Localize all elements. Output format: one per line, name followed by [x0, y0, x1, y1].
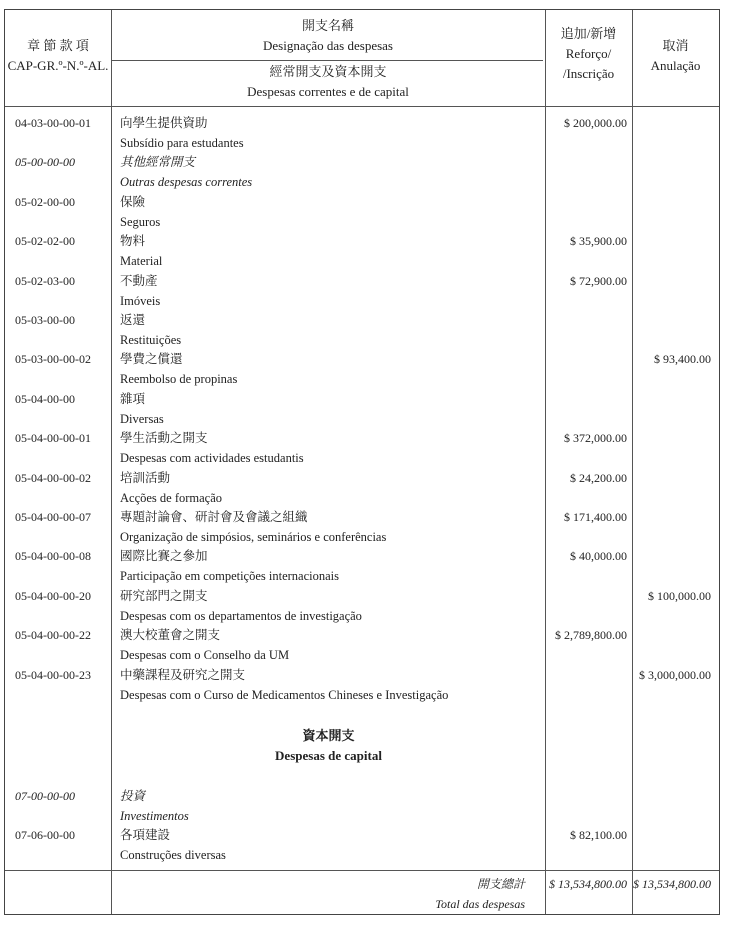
- total-divider: [5, 870, 719, 871]
- row-code: 05-00-00-00: [15, 155, 75, 170]
- row-code: 05-03-00-00: [15, 313, 75, 327]
- row-reforco: $ 35,900.00: [570, 234, 627, 249]
- header-designation-pt: Designação das despesas: [263, 38, 393, 53]
- row-reforco: $ 171,400.00: [564, 510, 627, 524]
- row-code: 04-03-00-00-01: [15, 116, 91, 130]
- row-code: 05-04-00-00-23: [15, 667, 91, 682]
- row-desc-zh: 中藥課程及研究之開支: [120, 667, 246, 682]
- row-code: 05-02-00-00: [15, 194, 75, 209]
- column-divider: [111, 10, 112, 914]
- row-reforco: $ 2,789,800.00: [555, 628, 627, 643]
- total-reforco: $ 13,534,800.00: [549, 877, 627, 891]
- row-anulacao: $ 3,000,000.00: [639, 667, 711, 682]
- column-divider: [632, 10, 633, 914]
- row-desc-pt: Reembolso de propinas: [120, 372, 238, 387]
- header-designation: [111, 16, 545, 56]
- row-reforco: $ 40,000.00: [570, 549, 627, 564]
- row-code: 05-02-02-00: [15, 234, 75, 249]
- row-desc-zh: 澳大校董會之開支: [120, 628, 221, 643]
- row-desc-zh: 研究部門之開支: [120, 588, 208, 603]
- row-reforco: $ 72,900.00: [570, 273, 627, 288]
- row-code: 05-04-00-00-01: [15, 431, 91, 446]
- row-desc-pt: Investimentos: [120, 809, 189, 823]
- row-code: 05-04-00-00-20: [15, 588, 91, 603]
- budget-table: [4, 9, 720, 915]
- header-subtitle: [111, 62, 545, 102]
- header-subdivider: [111, 60, 543, 61]
- header-anulacao-zh: 取消: [662, 38, 689, 53]
- header-code: [5, 36, 111, 76]
- row-desc-zh: 國際比賽之參加: [120, 549, 208, 564]
- row-desc-zh: 物料: [120, 234, 146, 249]
- row-code: 05-04-00-00-02: [15, 470, 91, 485]
- row-desc-zh: 向學生提供資助: [120, 116, 208, 130]
- header-designation-zh: 開支名稱: [301, 18, 354, 33]
- header-reforco: [545, 24, 632, 84]
- row-desc-zh: 各項建設: [120, 828, 171, 843]
- row-desc-pt: Outras despesas correntes: [120, 175, 253, 190]
- total-anulacao: $ 13,534,800.00: [633, 877, 711, 891]
- row-desc-pt: Acções de formação: [120, 490, 223, 505]
- row-desc-pt: Diversas: [120, 411, 164, 426]
- column-divider: [545, 10, 546, 914]
- row-code: 05-04-00-00-07: [15, 510, 91, 524]
- row-desc-zh: 保險: [120, 194, 146, 209]
- row-code: 07-06-00-00: [15, 828, 75, 843]
- header-anulacao-pt: Anulação: [650, 58, 701, 73]
- row-anulacao: $ 100,000.00: [648, 588, 711, 603]
- row-desc-pt: Despesas com actividades estudantis: [120, 451, 304, 466]
- row-desc-pt: Participação em competições internacionais: [120, 569, 340, 584]
- row-desc-pt: Material: [120, 254, 163, 269]
- total-label-pt: Total das despesas: [435, 897, 525, 911]
- row-reforco: $ 82,100.00: [570, 828, 627, 843]
- row-desc-pt: Imóveis: [120, 293, 161, 308]
- row-desc-zh: 雜項: [120, 391, 146, 406]
- row-code: 07-00-00-00: [15, 789, 75, 803]
- row-reforco: $ 24,200.00: [570, 470, 627, 485]
- row-desc-pt: Restituições: [120, 333, 182, 347]
- row-reforco: $ 200,000.00: [564, 116, 627, 130]
- capital-title-pt: Despesas de capital: [275, 748, 382, 763]
- row-code: 05-04-00-00: [15, 391, 75, 406]
- row-desc-pt: Despesas com os departamentos de investigação: [120, 608, 362, 623]
- row-desc-pt: Seguros: [120, 214, 161, 229]
- capital-title-zh: 資本開支: [302, 728, 355, 743]
- row-desc-zh: 培訓活動: [120, 470, 171, 485]
- header-anulacao: [632, 36, 719, 76]
- row-desc-pt: Despesas com o Conselho da UM: [120, 648, 290, 663]
- row-desc-pt: Subsídio para estudantes: [120, 136, 244, 150]
- header-reforco-pt1: Reforço/: [565, 46, 612, 61]
- row-code: 05-04-00-00-08: [15, 549, 91, 564]
- row-desc-zh: 專題討論會、研討會及會議之組織: [120, 510, 308, 524]
- row-code: 05-02-03-00: [15, 273, 75, 288]
- row-desc-zh: 學費之償還: [120, 352, 183, 367]
- row-desc-zh: 投資: [120, 789, 146, 803]
- header-code-zh: 章 節 款 項: [27, 38, 89, 53]
- row-desc-pt: Construções diversas: [120, 848, 226, 863]
- row-desc-zh: 返還: [120, 313, 146, 327]
- row-desc-zh: 學生活動之開支: [120, 431, 208, 446]
- header-subtitle-pt: Despesas correntes e de capital: [247, 84, 409, 99]
- row-desc-zh: 其他經常開支: [120, 155, 196, 170]
- total-label-zh: 開支總計: [476, 877, 525, 891]
- header-reforco-pt2: /Inscrição: [562, 66, 615, 81]
- row-desc-zh: 不動產: [120, 273, 158, 288]
- header-divider: [5, 106, 719, 107]
- row-desc-pt: Organização de simpósios, seminários e conferências: [120, 530, 387, 544]
- header-reforco-zh: 追加/新增: [560, 26, 617, 41]
- header-subtitle-zh: 經常開支及資本開支: [269, 64, 387, 79]
- row-reforco: $ 372,000.00: [564, 431, 627, 446]
- row-code: 05-04-00-00-22: [15, 628, 91, 643]
- header-code-pt: CAP-GR.º-N.º-AL.: [7, 58, 109, 73]
- row-desc-pt: Despesas com o Curso de Medicamentos Chineses e Investigação: [120, 687, 449, 702]
- row-anulacao: $ 93,400.00: [654, 352, 711, 367]
- row-code: 05-03-00-00-02: [15, 352, 91, 367]
